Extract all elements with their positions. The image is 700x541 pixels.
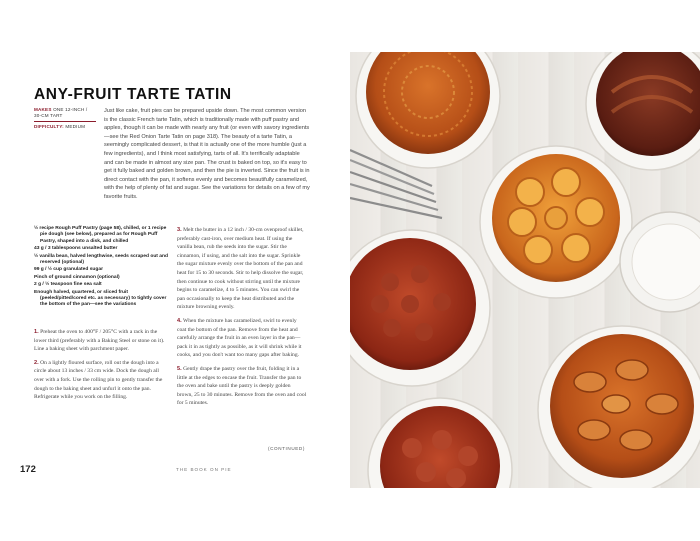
step-text: Melt the butter in a 12 inch / 30-cm ovenproof skillet, preferably cast-iron, over medium heat. If using the vanilla bean, rub the seeds into the sugar. Stir the cinnamon, if using, and the salt into the sugar. Sprinkle the sugar mixture evenly over the bottom of the pan and heat for 15 to 30 seconds. Stir to help dissolve the sugar, then continue to cook without stirring until the mixture begins to caramelize, 4 to 5 minutes. You can swirl the pan occasionally to keep the heat distributed and the mixture browning evenly. — [177, 227, 304, 311]
method-step — [177, 226, 307, 312]
ingredient-item: ½ recipe Rough Puff Pastry (page 58), chilled, or 1 recipe pie dough (see below), prepared as for Rough Puff Pastry, shaped into a disk, and chilled — [34, 226, 167, 244]
method-step — [177, 365, 307, 408]
step-text: Gently drape the pastry over the fruit, folding it in a little at the edges to encase the fruit. Transfer the pan to the oven and bake until the pastry is deeply golden brown, 25 to 30 minutes. Remove from the oven and cool for 5 minutes. — [177, 365, 307, 407]
pear-tart — [538, 326, 700, 488]
method-column-left — [34, 328, 170, 407]
page-number: 172 — [20, 464, 36, 475]
step-number: 2. — [34, 359, 39, 366]
step-text: Preheat the oven to 400°F / 205°C with a rack in the lower third (preferably with a Baking Steel or stone on it). Line a baking sheet with parchment paper. — [34, 329, 165, 353]
fig-tart — [586, 52, 700, 170]
ingredient-item: 43 g / 3 tablespoons unsalted butter — [34, 246, 118, 252]
ingredient-item: Enough halved, quartered, or sliced fruit (peeled/pitted/cored etc. as necessary) to tightly cover the bottom of the pan—see the variations — [34, 289, 167, 308]
method-step — [177, 317, 307, 360]
meta-divider — [34, 121, 96, 122]
makes-value: ONE 12-INCH / 30-CM TART — [34, 107, 88, 118]
apple-tart — [356, 52, 500, 168]
makes-label: MAKES — [34, 107, 52, 112]
step-text: On a lightly floured surface, roll out the dough into a circle about 13 inches / 33 cm wide. Dock the dough all over with a fork. Use the rolling pin to gently transfer the dough to the baking sheet and unfurl it onto the pan. Refrigerate while you work on the filling. — [34, 359, 163, 401]
method-step — [34, 328, 170, 354]
plum-tart — [368, 398, 512, 488]
pineapple-tart — [480, 146, 632, 298]
right-page — [350, 0, 700, 541]
ingredient-item: ½ vanilla bean, halved lengthwise, seeds scraped out and reserved (optional) — [34, 253, 168, 265]
step-text: When the mixture has caramelized, swirl to evenly coat the bottom of the pan. Remove from the heat and carefully arrange the fruit in an even layer in the pan—pack it in as tightly as possible, as it will shrink while it cooks, and you don't want too many gaps after baking. — [177, 317, 302, 359]
ingredient-item: Pinch of ground cinnamon (optional) — [34, 274, 120, 280]
method-step — [34, 359, 170, 402]
makes-line — [34, 107, 96, 119]
recipe-title: ANY-FRUIT TARTE TATIN — [34, 86, 232, 103]
step-number: 5. — [177, 365, 182, 372]
ingredients-list — [34, 226, 172, 310]
step-number: 4. — [177, 317, 182, 324]
ingredient-item: 99 g / ½ cup granulated sugar — [34, 267, 104, 273]
tarts-illustration — [350, 52, 700, 488]
ingredient-item: 2 g / ½ teaspoon fine sea salt — [34, 282, 102, 288]
method-column-right — [177, 226, 307, 413]
running-head: THE BOOK ON PIE — [176, 467, 232, 472]
recipe-intro: Just like cake, fruit pies can be prepared upside down. The most common version is the classic French tarte Tatin, which is traditionally made with puff pastry and apples, though it can be made with nearly any fruit (or even with savory ingredients—see the Red Onion Tarte Tatin on page 318). The beauty of a tarte Tatin, a seemingly complicated dessert, is that it is actually one of the more humble (just a few ingredients), and I think most satisfying, tarts of all. It's terrifically adaptable and can be made in almost any size pan. The crust is baked on top, so it's easy to get it fully baked and golden brown, and then the pie is inverted. Since the fruit is in direct contact with the pan, it softens evenly and becomes beautifully caramelized, with the help of plenty of fat and sugar. See the variations for details on a few of my favorite fruits. — [104, 108, 310, 200]
step-number: 1. — [34, 329, 39, 335]
step-number: 3. — [177, 227, 182, 233]
difficulty-line — [34, 124, 96, 130]
difficulty-label: DIFFICULTY: — [34, 124, 64, 129]
tarts-photo — [350, 52, 700, 488]
difficulty-value: MEDIUM — [65, 124, 86, 129]
cherry-tart — [350, 230, 490, 386]
recipe-meta — [34, 107, 96, 130]
continued-label: (CONTINUED) — [268, 446, 305, 451]
